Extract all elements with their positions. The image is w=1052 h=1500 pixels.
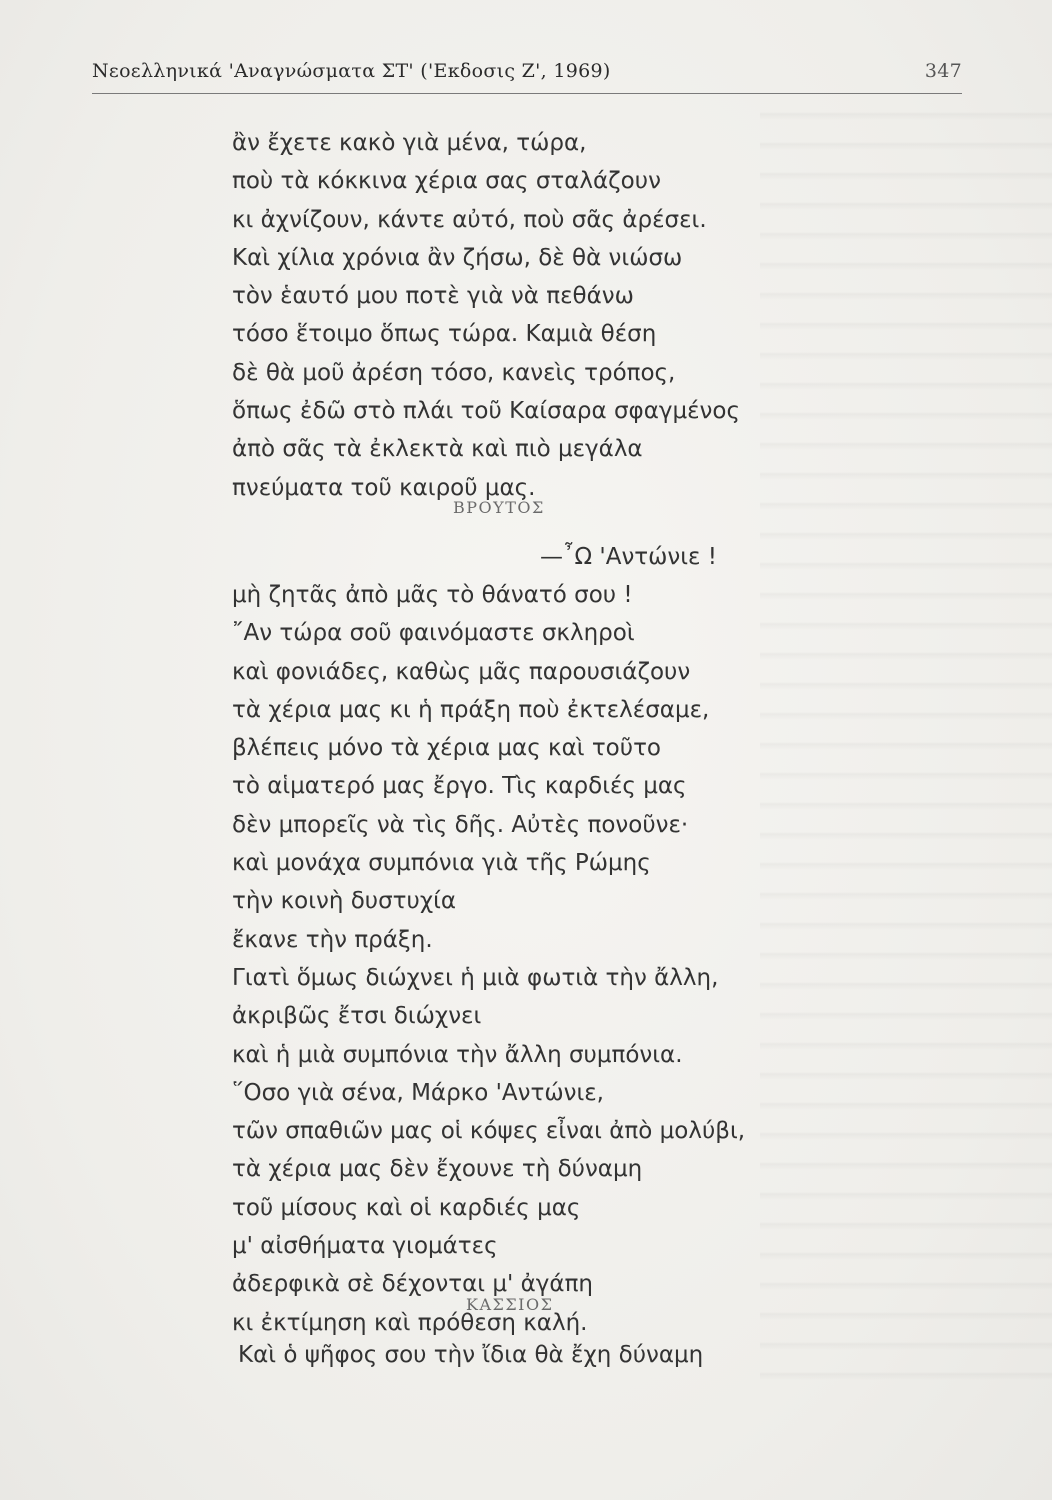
- speaker-name-brutus: ΒΡΟΥΤΟΣ: [453, 498, 545, 517]
- speaker-name-cassius: ΚΑΣΣΙΟΣ: [466, 1295, 554, 1314]
- verse-line: κι ἐκτίμηση καὶ πρόθεση καλή.: [232, 1309, 588, 1336]
- verse-line: Καὶ χίλια χρόνια ἂν ζήσω, δὲ θὰ νιώσω: [232, 244, 683, 271]
- verse-line: τὰ χέρια μας δὲν ἔχουνε τὴ δύναμη: [232, 1156, 643, 1183]
- page-number: 347: [924, 60, 962, 82]
- header-title: Νεοελληνικά 'Αναγνώσματα ΣΤ' ('Εκδοσις Ζ', 1969): [92, 60, 611, 82]
- verse-line-last: Καὶ ὁ ψῆφος σου τὴν ἴδια θὰ ἔχη δύναμη: [238, 1342, 704, 1368]
- verse-line: δὲν μπορεῖς νὰ τὶς δῆς. Αὐτὲς πονοῦνε·: [232, 811, 689, 838]
- verse-line: τὴν κοινὴ δυστυχία: [232, 888, 457, 915]
- verse-line: τόσο ἕτοιμο ὅπως τώρα. Καμιὰ θέση: [232, 321, 657, 348]
- verse-line: καὶ ἡ μιὰ συμπόνια τὴν ἄλλη συμπόνια.: [232, 1041, 683, 1068]
- running-header: [92, 56, 962, 90]
- verse-line: κι ἀχνίζουν, κάντε αὐτό, ποὺ σᾶς ἀρέσει.: [232, 206, 707, 233]
- verse-line: Γιατὶ ὅμως διώχνει ἡ μιὰ φωτιὰ τὴν ἄλλη,: [232, 964, 719, 991]
- verse-line: ῞Οσο γιὰ σένα, Μάρκο 'Αντώνιε,: [232, 1079, 604, 1106]
- verse-line: καὶ φονιάδες, καθὼς μᾶς παρουσιάζουν: [232, 658, 691, 685]
- verse-line: ὅπως ἐδῶ στὸ πλάι τοῦ Καίσαρα σφαγμένος: [232, 398, 740, 425]
- verse-line: καὶ μονάχα συμπόνια γιὰ τῆς Ρώμης: [232, 850, 651, 877]
- verse-line: πνεύματα τοῦ καιροῦ μας.: [232, 474, 536, 501]
- verse-line: τὸν ἑαυτό μου ποτὲ γιὰ νὰ πεθάνω: [232, 283, 634, 310]
- verse-line: βλέπεις μόνο τὰ χέρια μας καὶ τοῦτο: [232, 735, 661, 762]
- verse-line: ἀπὸ σᾶς τὰ ἐκλεκτὰ καὶ πιὸ μεγάλα: [232, 436, 643, 463]
- verse-line: τῶν σπαθιῶν μας οἱ κόψες εἶναι ἀπὸ μολύβι,: [232, 1118, 746, 1145]
- verse-block-antony: [232, 124, 740, 507]
- verse-line: δὲ θὰ μοῦ ἀρέση τόσο, κανεὶς τρόπος,: [232, 359, 676, 386]
- verse-line: ποὺ τὰ κόκκινα χέρια σας σταλάζουν: [232, 168, 661, 195]
- speech-cue: —῏Ω 'Αντώνιε !: [540, 544, 717, 570]
- verse-line: ἂν ἔχετε κακὸ γιὰ μένα, τώρα,: [232, 130, 587, 156]
- verse-line: ῎Αν τώρα σοῦ φαινόμαστε σκληροὶ: [232, 620, 635, 647]
- verse-line: ἔκανε τὴν πράξη.: [232, 926, 433, 953]
- show-through-text: [760, 90, 1052, 1390]
- verse-line: τοῦ μίσους καὶ οἱ καρδιές μας: [232, 1194, 581, 1221]
- header-rule: [92, 93, 962, 94]
- verse-line: μὴ ζητᾶς ἀπὸ μᾶς τὸ θάνατό σου !: [232, 582, 633, 608]
- verse-block-brutus: [232, 576, 745, 1342]
- verse-line: τὸ αἱματερό μας ἔργο. Τὶς καρδιές μας: [232, 773, 687, 800]
- verse-line: ἀδερφικὰ σὲ δέχονται μ' ἀγάπη: [232, 1271, 594, 1298]
- verse-line: τὰ χέρια μας κι ἡ πράξη ποὺ ἐκτελέσαμε,: [232, 696, 710, 723]
- verse-line: ἀκριβῶς ἔτσι διώχνει: [232, 1003, 482, 1030]
- verse-line: μ' αἰσθήματα γιομάτες: [232, 1233, 498, 1260]
